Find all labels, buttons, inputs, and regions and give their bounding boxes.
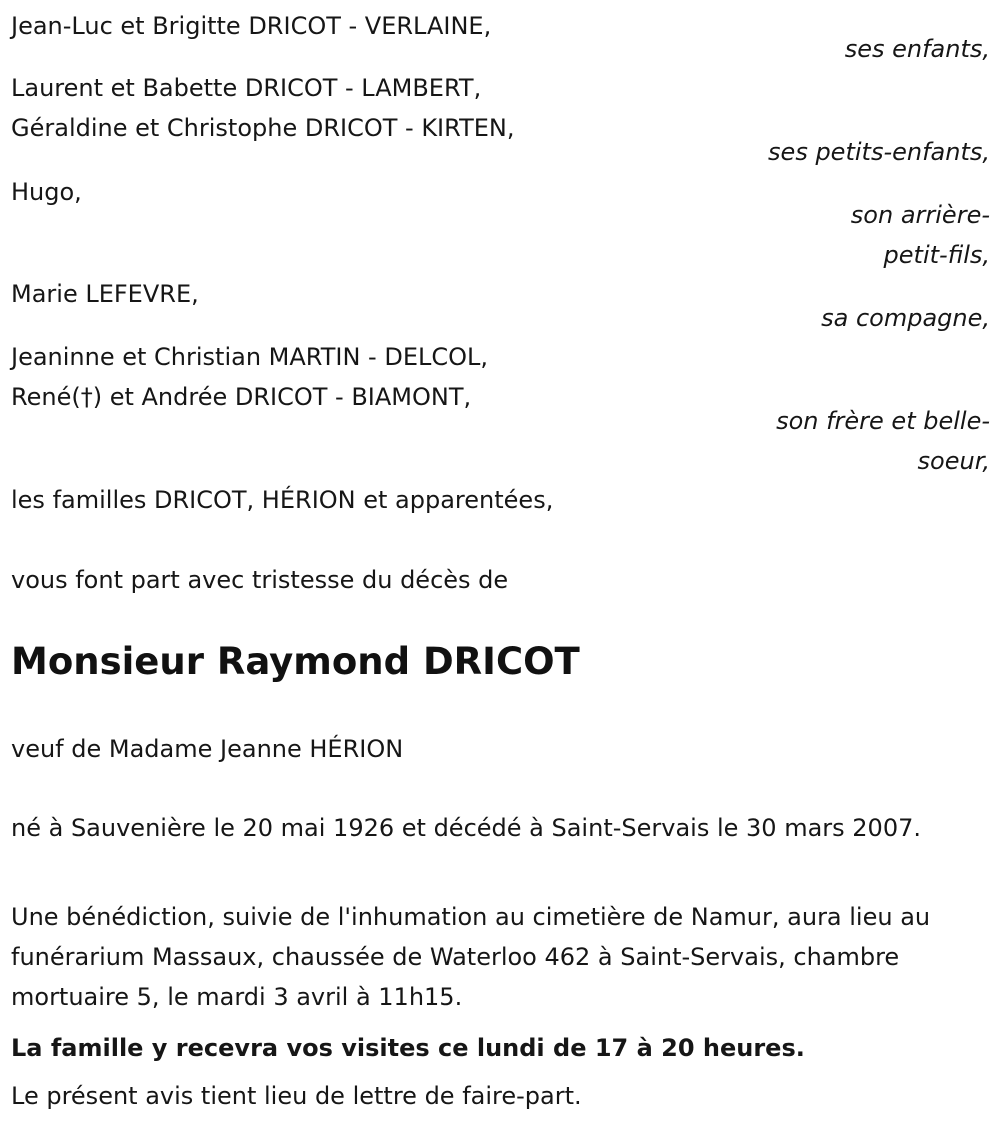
announcement-text: vous font part avec tristesse du décès de (11, 566, 509, 594)
children-role: ses enfants, (844, 35, 990, 63)
siblings-name-2: René(†) et Andrée DRICOT - BIAMONT, (11, 383, 472, 411)
grandchildren-name-2: Géraldine et Christophe DRICOT - KIRTEN, (11, 114, 515, 142)
siblings-name-1: Jeaninne et Christian MARTIN - DELCOL, (11, 343, 489, 371)
deceased-name: Monsieur Raymond DRICOT (11, 640, 580, 683)
great-grandchild-name: Hugo, (11, 178, 82, 206)
companion-name: Marie LEFEVRE, (11, 280, 199, 308)
siblings-role-line1: son frère et belle- (776, 407, 990, 435)
companion-role: sa compagne, (821, 304, 990, 332)
children-names: Jean-Luc et Brigitte DRICOT - VERLAINE, (11, 12, 492, 40)
siblings-role-line2: soeur, (917, 447, 990, 475)
families-line: les familles DRICOT, HÉRION et apparentées, (11, 486, 554, 514)
visits-line: La famille y recevra vos visites ce lundi de 17 à 20 heures. (11, 1034, 805, 1062)
great-grandchild-role-line1: son arrière- (850, 201, 990, 229)
grandchildren-role: ses petits-enfants, (768, 138, 990, 166)
widower-line: veuf de Madame Jeanne HÉRION (11, 735, 404, 763)
birth-death-paragraph: né à Sauvenière le 20 mai 1926 et décédé à Saint-Servais le 30 mars 2007. (11, 814, 921, 842)
grandchildren-name-1: Laurent et Babette DRICOT - LAMBERT, (11, 74, 482, 102)
great-grandchild-role-line2: petit-fils, (883, 241, 990, 269)
ceremony-paragraph: Une bénédiction, suivie de l'inhumation au cimetière de Namur, aura lieu au funérarium Massaux, chaussée de Waterloo 462 à Saint-Servais, chambre mortuaire 5, le mardi 3 avril à 11h15. (11, 903, 931, 1011)
closing-line: Le présent avis tient lieu de lettre de faire-part. (11, 1082, 582, 1110)
